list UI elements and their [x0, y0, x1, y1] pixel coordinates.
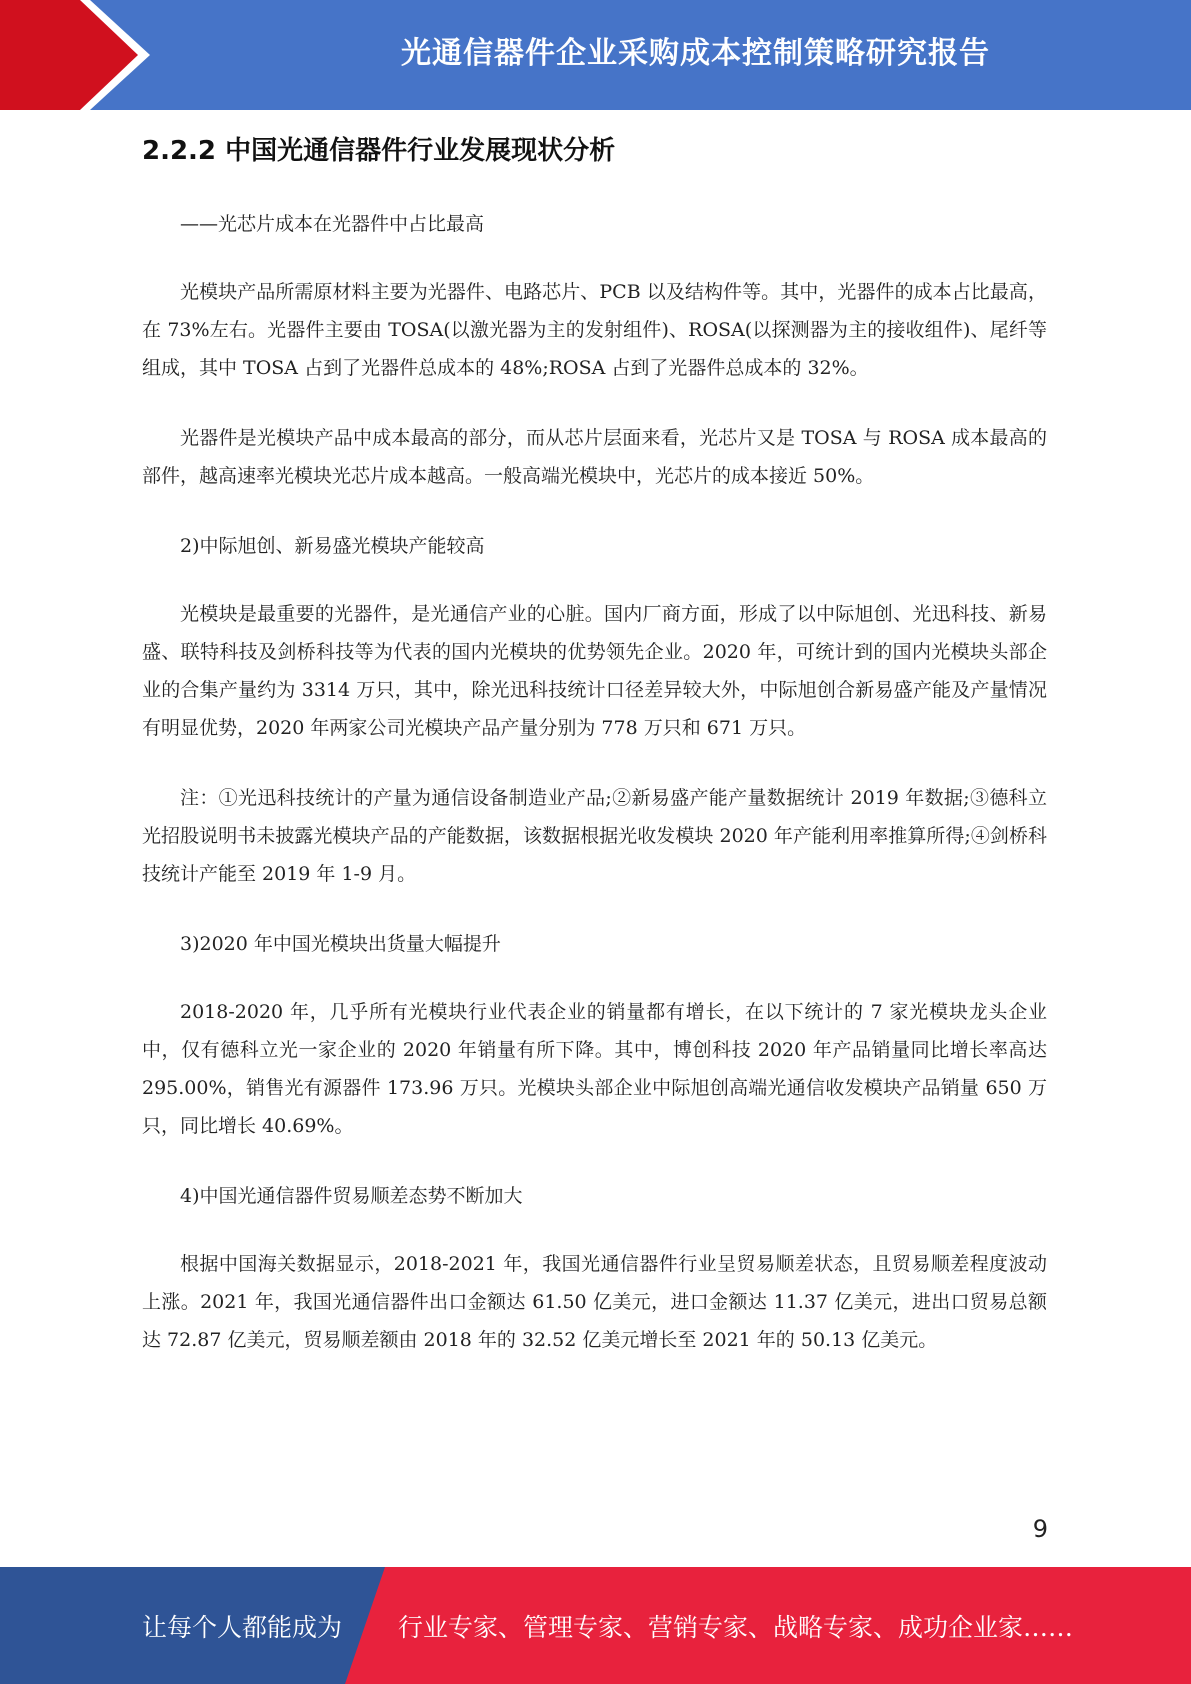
body-paragraph: 根据中国海关数据显示，2018-2021 年，我国光通信器件行业呈贸易顺差状态，且贸易顺差程度波动上涨。2021 年，我国光通信器件出口金额达 61.50 亿美元，进口金额达 11.37 亿美元，进出口贸易总额达 72.87 亿美元，贸易顺差额由 2018 年的 32.52 亿美元增长至 2021 年的 50.13 亿美元。 [142, 1253, 1047, 1351]
subsection-heading: 3)2020 年中国光模块出货量大幅提升 [180, 933, 501, 955]
footer-slogan-left: 让每个人都能成为 [142, 1612, 343, 1642]
page-number: 9 [1032, 1515, 1048, 1543]
subsection-heading: 2)中际旭创、新易盛光模块产能较高 [180, 535, 485, 557]
subtitle-paragraph: ——光芯片成本在光器件中占比最高 [180, 213, 485, 235]
page-header [0, 0, 1191, 110]
subsection-heading: 4)中国光通信器件贸易顺差态势不断加大 [180, 1185, 523, 1207]
body-paragraph: 光模块是最重要的光器件，是光通信产业的心脏。国内厂商方面，形成了以中际旭创、光迅科技、新易盛、联特科技及剑桥科技等为代表的国内光模块的优势领先企业。2020 年，可统计到的国内光模块头部企业的合集产量约为 3314 万只，其中，除光迅科技统计口径差异较大外，中际旭创合新易盛产能及产量情况有明显优势，2020 年两家公司光模块产品产量分别为 778 万只和 671 万只。 [142, 603, 1047, 739]
page-footer [0, 1567, 1191, 1684]
section-heading: 2.2.2 中国光通信器件行业发展现状分析 [142, 136, 616, 166]
body-paragraph: 光模块产品所需原材料主要为光器件、电路芯片、PCB 以及结构件等。其中，光器件的成本占比最高，在 73%左右。光器件主要由 TOSA(以激光器为主的发射组件)、ROSA(以探测器为主的接收组件)、尾纤等组成，其中 TOSA 占到了光器件总成本的 48%;ROSA 占到了光器件总成本的 32%。 [142, 281, 1047, 379]
body-content [142, 205, 1047, 1391]
footer-slogan-right: 行业专家、管理专家、营销专家、战略专家、成功企业家…… [398, 1612, 1074, 1642]
note-paragraph: 注：①光迅科技统计的产量为通信设备制造业产品;②新易盛产能产量数据统计 2019 年数据;③德科立光招股说明书未披露光模块产品的产能数据，该数据根据光收发模块 2020 年产能利用率推算所得;④剑桥科技统计产能至 2019 年 1-9 月。 [142, 787, 1047, 885]
body-paragraph: 光器件是光模块产品中成本最高的部分，而从芯片层面来看，光芯片又是 TOSA 与 ROSA 成本最高的部件，越高速率光模块光芯片成本越高。一般高端光模块中，光芯片的成本接近 50%。 [142, 427, 1047, 487]
body-paragraph: 2018-2020 年，几乎所有光模块行业代表企业的销量都有增长，在以下统计的 7 家光模块龙头企业中，仅有德科立光一家企业的 2020 年销量有所下降。其中，博创科技 2020 年产品销量同比增长率高达 295.00%，销售光有源器件 173.96 万只。光模块头部企业中际旭创高端光通信收发模块产品销量 650 万只，同比增长 40.69%。 [142, 1001, 1047, 1137]
report-title: 光通信器件企业采购成本控制策略研究报告 [401, 36, 990, 71]
